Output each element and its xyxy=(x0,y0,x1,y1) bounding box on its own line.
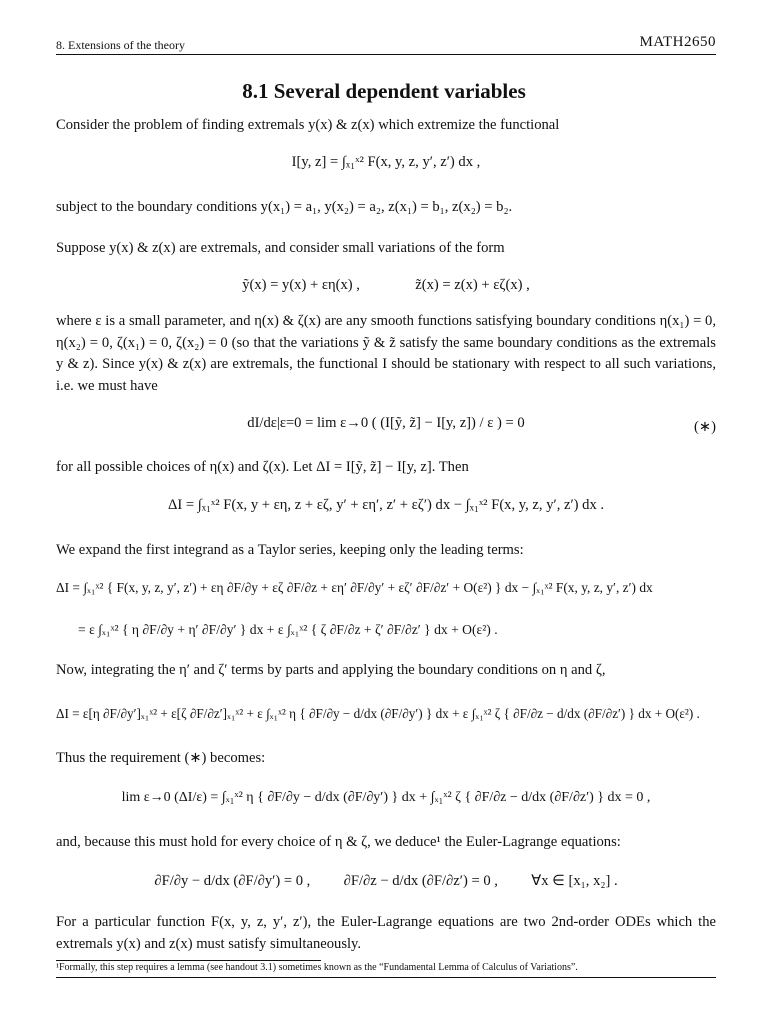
euler-lagrange-z: ∂F/∂z − d/dx (∂F/∂z′) = 0 , xyxy=(343,873,498,889)
equation-taylor-1: ΔI = ∫ₓ₁ˣ² { F(x, y, z, y′, z′) + εη ∂F/∂y + εζ ∂F/∂z + εη′ ∂F/∂y′ + εζ′ ∂F/∂z′ + O(ε²) } dx − ∫ₓ₁ˣ² F(x, y, z, y′, z′) dx xyxy=(56,580,653,595)
equation-variations xyxy=(56,277,716,294)
paragraph-requirement: Thus the requirement (∗) becomes: xyxy=(56,750,266,766)
section-header: 8. Extensions of the theory xyxy=(56,38,185,52)
paragraph-delta: for all possible choices of η(x) and ζ(x). Let ΔI = I[ỹ, z̃] − I[y, z]. Then xyxy=(56,459,469,475)
equation-tag: (∗) xyxy=(694,419,716,435)
paragraph-intro: Consider the problem of finding extremals y(x) & z(x) which extremize the functional xyxy=(56,117,560,133)
course-code: MATH2650 xyxy=(639,34,716,50)
footnote-rule xyxy=(56,960,321,961)
paragraph-parameter: where ε is a small parameter, and η(x) & ζ(x) are any smooth functions satisfying boundary conditions η(x₁) = 0, η(x₂) = 0, ζ(x₁) = 0, ζ(x₂) = 0 (so that the variations ỹ & z̃ satisfy the same boundary conditions as the extremals y & z). Since y(x) & z(x) are extremals, the functional I should be stationary with respect to all such variations, i.e. we must have xyxy=(56,313,716,394)
footnote: ¹Formally, this step requires a lemma (see handout 3.1) sometimes known as the “Fundamental Lemma of Calculus of Variations”. xyxy=(56,962,578,973)
paragraph-taylor: We expand the first integrand as a Taylor series, keeping only the leading terms: xyxy=(56,542,524,558)
equation-euler-lagrange xyxy=(56,872,716,890)
euler-lagrange-domain: ∀x ∈ [x₁, x₂] . xyxy=(531,873,618,889)
header-rule xyxy=(56,54,716,55)
euler-lagrange-y: ∂F/∂y − d/dx (∂F/∂y′) = 0 , xyxy=(154,873,311,889)
equation-stationary: dI/dε|ε=0 = lim ε→0 ( (I[ỹ, z̃] − I[y, z]) / ε ) = 0 xyxy=(247,415,525,431)
variation-z: z̃(x) = z(x) + εζ(x) , xyxy=(415,277,530,293)
paragraph-conclusion: For a particular function F(x, y, z, y′, z′), the Euler-Lagrange equations are two 2nd-order ODEs which the extremals y(x) and z(x) must satisfy simultaneously. xyxy=(56,914,716,952)
equation-by-parts: ΔI = ε[η ∂F/∂y′]ₓ₁ˣ² + ε[ζ ∂F/∂z′]ₓ₁ˣ² + ε ∫ₓ₁ˣ² η { ∂F/∂y − d/dx (∂F/∂y′) } dx + ε ∫ₓ₁ˣ² ζ { ∂F/∂z − d/dx (∂F/∂z′) } dx + O(ε²) . xyxy=(56,706,700,721)
footer-rule xyxy=(56,977,716,978)
equation-delta-i: ΔI = ∫ₓ₁ˣ² F(x, y + εη, z + εζ, y′ + εη′, z′ + εζ′) dx − ∫ₓ₁ˣ² F(x, y, z, y′, z′) dx . xyxy=(167,497,605,513)
equation-taylor-2: = ε ∫ₓ₁ˣ² { η ∂F/∂y + η′ ∂F/∂y′ } dx + ε ∫ₓ₁ˣ² { ζ ∂F/∂z + ζ′ ∂F/∂z′ } dx + O(ε²) . xyxy=(78,622,498,637)
variation-y: ỹ(x) = y(x) + εη(x) , xyxy=(242,277,360,293)
equation-limit: lim ε→0 (ΔI/ε) = ∫ₓ₁ˣ² η { ∂F/∂y − d/dx (∂F/∂y′) } dx + ∫ₓ₁ˣ² ζ { ∂F/∂z − d/dx (∂F/∂z′) } dx = 0 , xyxy=(121,790,651,805)
section-title: 8.1 Several dependent variables xyxy=(242,79,526,103)
equation-functional: I[y, z] = ∫ₓ₁ˣ² F(x, y, z, y′, z′) dx , xyxy=(291,154,481,170)
paragraph-boundary: subject to the boundary conditions y(x₁) = a₁, y(x₂) = a₂, z(x₁) = b₁, z(x₂) = b₂. xyxy=(56,199,513,215)
paragraph-parts: Now, integrating the η′ and ζ′ terms by parts and applying the boundary conditions on η and ζ, xyxy=(56,662,606,678)
paragraph-variations: Suppose y(x) & z(x) are extremals, and consider small variations of the form xyxy=(56,240,505,256)
paragraph-deduce: and, because this must hold for every choice of η & ζ, we deduce¹ the Euler-Lagrange equations: xyxy=(56,834,621,850)
